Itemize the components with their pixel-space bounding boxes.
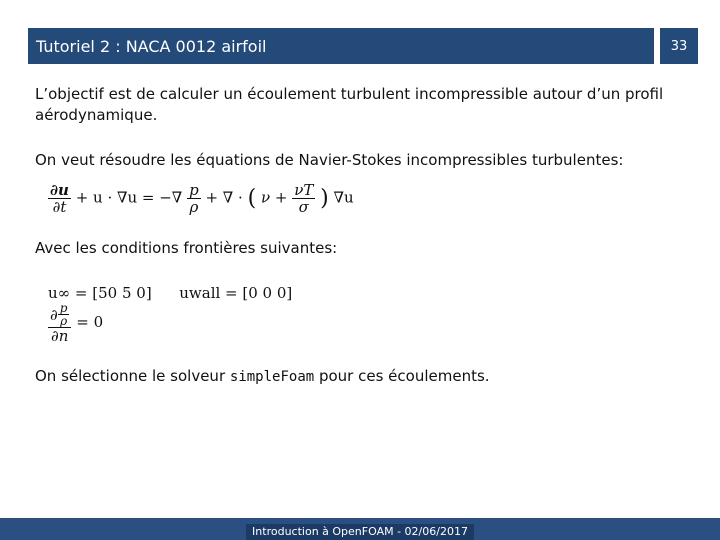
velocity-boundary-conditions: [48, 284, 292, 302]
pressure-over-density: [58, 302, 70, 327]
footer-bar: [0, 518, 720, 540]
paragraph-solver: [35, 366, 490, 388]
derivative-denominator: ∂n: [51, 327, 69, 345]
fraction-numerator: ∂u: [50, 181, 69, 199]
normal-derivative-fraction: [48, 302, 71, 344]
fraction-denominator: ρ: [189, 198, 199, 216]
page-number-badge: [660, 28, 698, 64]
paragraph-equations-intro: On veut résoudre les équations de Navier-Stokes incompressibles turbulentes:: [35, 151, 624, 169]
pressure-fraction: [187, 182, 201, 215]
fraction-denominator: ρ: [60, 314, 68, 328]
fraction-denominator: ∂t: [52, 198, 67, 216]
fraction-numerator: p: [189, 181, 199, 199]
freestream-velocity: u∞ = [50 5 0]: [48, 284, 152, 302]
derivative-numerator: [48, 302, 71, 328]
velocity-gradient: ∇u: [333, 188, 354, 207]
solver-text-after: pour ces écoulements.: [318, 367, 490, 385]
footer-label: Introduction à OpenFOAM - 02/06/2017: [246, 524, 474, 540]
pressure-boundary-condition: [48, 302, 103, 344]
convective-term: + u · ∇u = −∇: [75, 188, 183, 207]
navier-stokes-equation: [48, 182, 354, 215]
partial-symbol: ∂: [50, 305, 58, 324]
right-paren: ): [320, 186, 329, 211]
solver-text-before: On sélectionne le solveur: [35, 367, 226, 385]
viscosity-term: ν +: [260, 188, 288, 207]
time-derivative-fraction: [48, 182, 71, 215]
page-number: 33: [670, 38, 688, 54]
paragraph-objective: L’objectif est de calculer un écoulement turbulent incompressible autour d’un profil aérodynamique.: [35, 85, 664, 124]
left-paren: (: [247, 186, 257, 211]
wall-velocity: uwall = [0 0 0]: [179, 284, 293, 302]
slide-title-bar: [28, 28, 654, 64]
turbulent-viscosity-fraction: [292, 182, 315, 215]
slide-title: Tutoriel 2 : NACA 0012 airfoil: [36, 36, 267, 56]
paragraph-boundary-intro: Avec les conditions frontières suivantes:: [35, 239, 338, 257]
fraction-denominator: σ: [298, 198, 309, 216]
divergence-operator: + ∇ ·: [205, 188, 243, 207]
equals-zero: = 0: [76, 313, 104, 331]
fraction-numerator: p: [59, 301, 68, 315]
fraction-numerator: νT: [294, 181, 314, 199]
solver-name-code: simpleFoam: [229, 369, 315, 385]
